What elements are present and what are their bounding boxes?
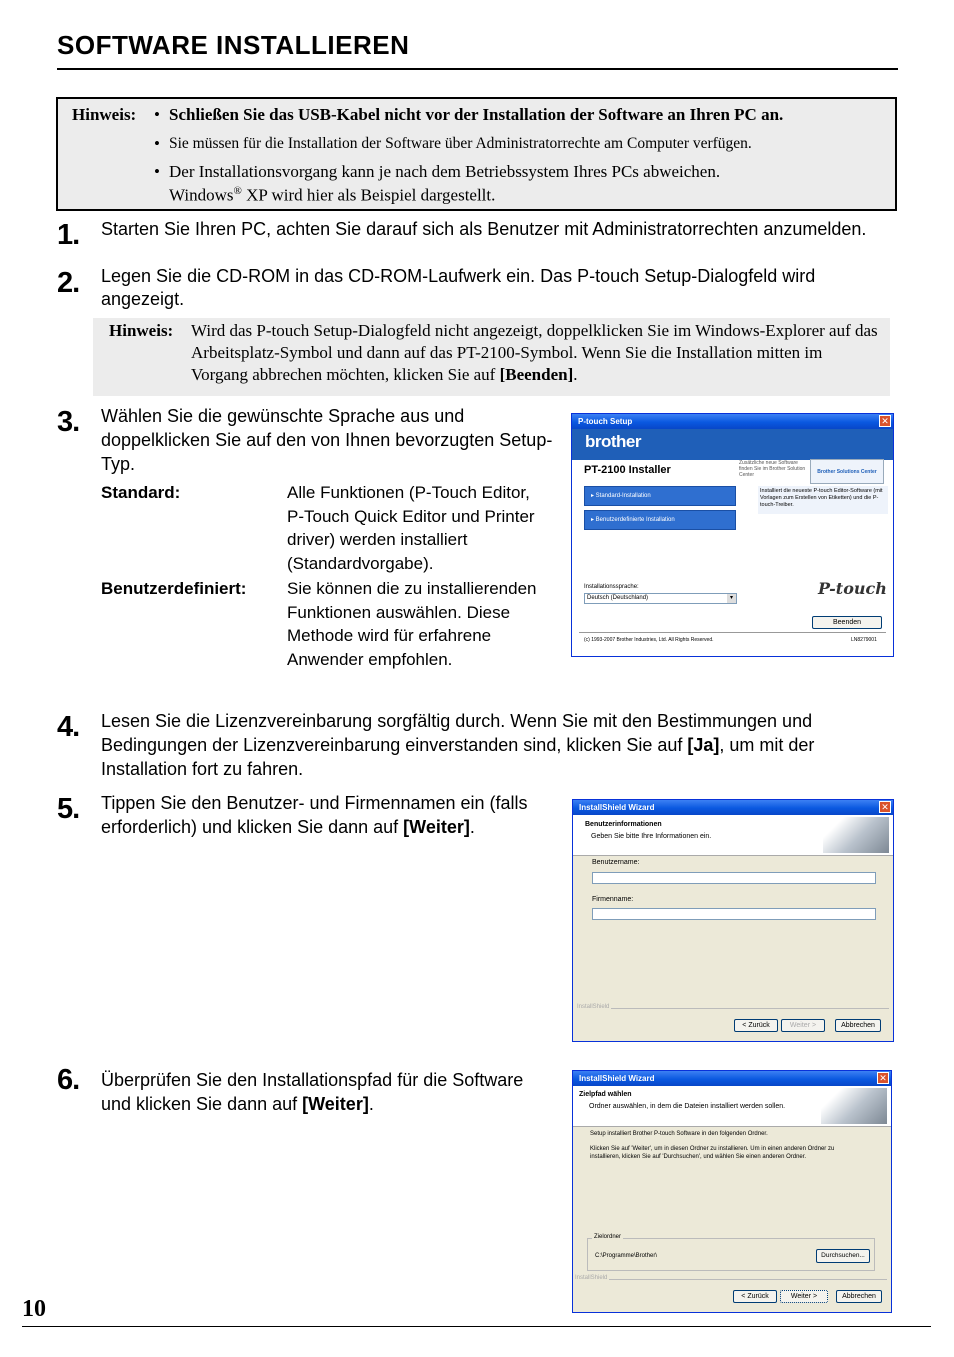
solution-center-link[interactable]: Brother Solutions Center [810,459,884,484]
step-text-4: Lesen Sie die Lizenzvereinbarung sorgfältig durch. Wenn Sie mit den Bestimmungen und Bedingungen der Lizenzvereinbarung einverstanden sind, klicken Sie auf [Ja], um mit der Installation fort zu fahren. [101,711,815,779]
note-box-requirements [56,97,897,211]
language-label: Installationssprache: [584,584,639,590]
username-input[interactable] [592,872,876,884]
window-titlebar: P-touch Setup [572,414,893,429]
username-label: Benutzername: [592,859,640,866]
step-number-5: 5. [57,793,80,825]
divider [609,1279,887,1280]
setup-instructions: Klicken Sie auf 'Weiter', um in diesen Ordner zu installieren. Um in einen anderen Ordner zu installieren, klicken Sie auf 'Durchsuchen', und wählen Sie einen anderen Ordner. [590,1146,835,1160]
copyright: (c) 1993-2007 Brother Industries, Ltd. All Rights Reserved. [584,637,714,643]
chevron-down-icon[interactable]: ▾ [727,594,736,603]
bullet: • [154,162,160,181]
title-divider [57,68,898,70]
close-icon[interactable]: ✕ [879,801,891,813]
step-text-2: Legen Sie die CD-ROM in das CD-ROM-Laufwerk ein. Das P-touch Setup-Dialogfeld wird angezeigt. [101,266,816,309]
installshield-brand: InstallShield [575,1275,608,1281]
close-icon[interactable]: ✕ [879,415,891,427]
ptouch-logo: P-touch [818,579,887,598]
definition-term-custom: Benutzerdefiniert: [101,579,247,598]
installshield-brand: InstallShield [577,1004,610,1010]
step-text-3: Wählen Sie die gewünschte Sprache aus und doppelklicken Sie auf den von Ihnen bevorzugten Setup-Typ. [101,406,553,474]
wizard-graphic [823,817,889,853]
language-select[interactable]: Deutsch (Deutschland) ▾ [584,593,737,604]
bullet: • [154,105,160,124]
window-titlebar: InstallShield Wizard [573,1071,891,1086]
step-number-1: 1. [57,219,80,251]
company-input[interactable] [592,908,876,920]
step-text-5: Tippen Sie den Benutzer- und Firmennamen ein (falls erforderlich) und klicken Sie dann auf [Weiter]. [101,793,528,837]
standard-install-button[interactable]: ▸ Standard-Installation [584,486,736,506]
divider [611,1008,889,1009]
close-icon[interactable]: ✕ [877,1072,889,1084]
wizard-header [573,1086,891,1126]
group-label: Zielordner [594,1234,622,1240]
definition-desc-standard: Alle Funktionen (P-Touch Editor, P-Touch Quick Editor und Printer driver) werden installiert (Standardvorgabe). [287,483,535,573]
step-text-6: Überprüfen Sie den Installationspfad für die Software und klicken Sie dann auf [Weiter]. [101,1070,524,1114]
step-number-6: 6. [57,1064,80,1096]
step-number-4: 4. [57,711,80,743]
wizard-header [573,815,893,855]
divider [579,632,886,633]
page-number: 10 [22,1296,46,1322]
note-label: Hinweis: [72,105,137,124]
back-button[interactable]: < Zurück [733,1290,777,1303]
installer-heading: PT-2100 Installer [584,464,671,476]
back-button[interactable]: < Zurück [734,1019,778,1032]
wizard-heading: Zielpfad wählen [579,1091,632,1098]
setup-info: Setup installiert Brother P-touch Software in den folgenden Ordner. [590,1131,768,1137]
wizard-subheading: Geben Sie bitte Ihre Informationen ein. [591,833,712,840]
step-number-2: 2. [57,267,80,299]
destination-group [587,1234,875,1271]
brand-banner [572,429,893,460]
cancel-button[interactable]: Abbrechen [836,1290,882,1303]
product-code: LN8279001 [851,637,877,643]
note-item-admin: Sie müssen für die Installation der Software über Administratorrechte am Computer verfügen. [169,135,752,152]
destination-path: C:\Programme\Brother\ [595,1253,658,1259]
definition-term-standard: Standard: [101,483,181,502]
next-button[interactable]: Weiter > [781,1019,825,1032]
cancel-button[interactable]: Abbrechen [835,1019,881,1032]
next-button[interactable]: Weiter > [780,1290,828,1303]
note-text: Wird das P-touch Setup-Dialogfeld nicht angezeigt, doppelklicken Sie im Windows-Explorer auf das Arbeitsplatz-Symbol und dann auf das PT-2100-Symbol. Wenn Sie die Installation mitten im Vorgang abbrechen möchten, klicken Sie auf [Beenden]. [191,321,878,384]
solution-center-info: Zusätzliche neue Software finden Sie im Brother Solution Center [739,460,806,478]
note-item-os: Der Installationsvorgang kann je nach dem Betriebssystem Ihres PCs abweichen. [169,162,721,181]
company-label: Firmenname: [592,896,634,903]
wizard-graphic [821,1088,887,1124]
note-label: Hinweis: [109,321,174,340]
step-number-3: 3. [57,406,80,438]
note-item-usb: Schließen Sie das USB-Kabel nicht vor der Installation der Software an Ihren PC an. [169,105,784,124]
exit-button[interactable]: Beenden [812,616,882,629]
divider [573,855,893,856]
browse-button[interactable]: Durchsuchen... [816,1249,870,1263]
wizard-heading: Benutzerinformationen [585,821,662,828]
footer-divider [22,1326,931,1327]
brother-logo: brother [585,432,641,451]
window-titlebar: InstallShield Wizard [573,800,893,815]
note-box-setup-dialog [93,318,890,396]
wizard-subheading: Ordner auswählen, in dem die Dateien installiert werden sollen. [589,1103,786,1110]
screenshot-ptouch-setup [571,413,894,657]
definition-desc-custom: Sie können die zu installierenden Funktionen auswählen. Diese Methode wird für erfahrene Anwender empfohlen. [287,579,537,669]
step-text-1: Starten Sie Ihren PC, achten Sie darauf sich als Benutzer mit Administratorrechten anzumelden. [101,219,867,239]
bullet: • [154,134,160,153]
divider [573,1126,891,1127]
page-title: SOFTWARE INSTALLIEREN [57,30,410,60]
install-description: Installiert die neueste P-touch Editor-Software (mit Vorlagen zum Erstellen von Etiketten) und die P-touch-Treiber. [758,486,888,514]
note-item-os-line2: Windows® XP wird hier als Beispiel dargestellt. [169,185,496,205]
screenshot-user-info [572,799,894,1042]
screenshot-destination [572,1070,892,1313]
custom-install-button[interactable]: ▸ Benutzerdefinierte Installation [584,510,736,530]
